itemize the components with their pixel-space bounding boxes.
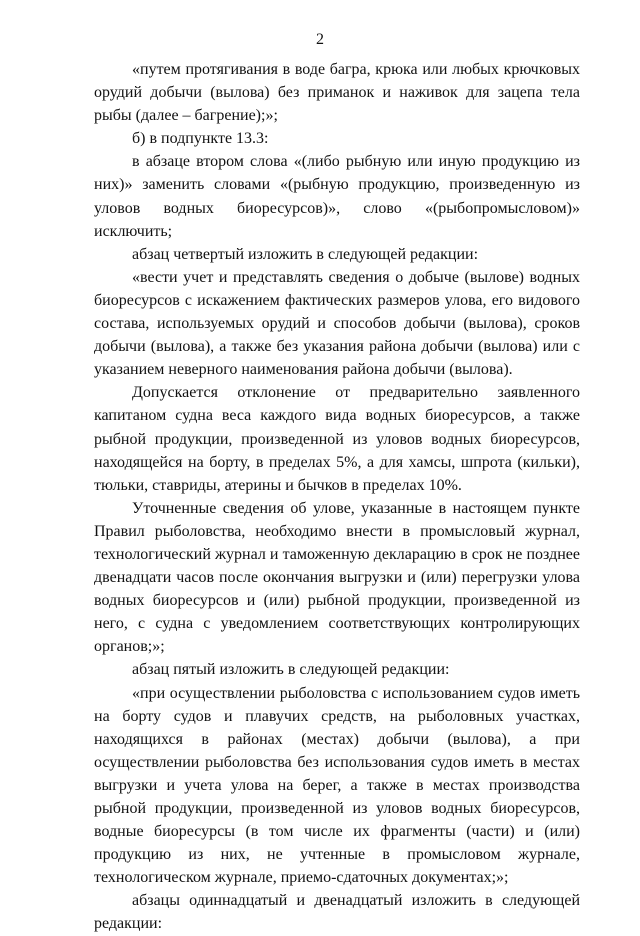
paragraph-corrected-data: Уточненные сведения об улове, указанные в настоящем пункте Правил рыболовства, необходимо внести в промысловый журнал, технологический журнал и таможенную декларацию в срок не позднее двенадцати часов после окончания выгрузки и (или) перегрузки улова водных биоресурсов и (или) рыбной продукции, произведенной из него, с судна с уведомлением соответствующих контролирующих органов;»; [94,499,580,656]
paragraph-fifth-abzac-intro: абзац пятый изложить в следующей редакции: [132,661,450,679]
paragraph-quote-bagrenie: «путем протягивания в воде багра, крюка или любых крючковых орудий добычи (вылова) без приманок и наживок для зацепа тела рыбы (далее – багрение);»; [94,61,580,125]
paragraph-eleventh-twelfth-intro: абзацы одиннадцатый и двенадцатый изложить в следующей редакции: [94,892,580,933]
paragraph-second-abzac: в абзаце втором слова «(либо рыбную или иную продукцию из них)» заменить словами «(рыбную продукцию, произведенную из уловов водных биоресурсов)», слово «(рыбопромысловом)» исключить; [94,153,580,240]
paragraph-accounting-rule: «вести учет и представлять сведения о добыче (вылове) водных биоресурсов с искажением фактических размеров улова, его видового состава, используемых орудий и способов добычи (вылова), сроков добычи (вылова), а также без указания района добычи (вылова) или с указанием неверного наименования района добычи (вылова). [94,268,580,379]
paragraph-subitem-13-3: б) в подпункте 13.3: [132,130,269,148]
paragraph-fourth-abzac-intro: абзац четвертый изложить в следующей редакции: [132,245,479,263]
paragraph-onboard-rule: «при осуществлении рыболовства с использованием судов иметь на борту судов и плавучих средств, на рыболовных участках, находящихся в районах (местах) добычи (вылова), а при осуществлении рыболовства без использования судов иметь в местах выгрузки и учета улова на берег, а также в местах производства рыбной продукции, произведенной из уловов водных биоресурсов, водные биоресурсы (в том числе их фрагменты (части) и (или) продукцию из них, не учтенные в промысловом журнале, технологическом журнале, приемо-сдаточных документах;»; [94,684,580,887]
document-body [94,58,580,936]
paragraph-tolerance: Допускается отклонение от предварительно заявленного капитаном судна веса каждого вида водных биоресурсов, а также рыбной продукции, произведенной из уловов водных биоресурсов, находящейся на борту, в пределах 5%, а для хамсы, шпрота (кильки), тюльки, ставриды, атерины и бычков в пределах 10%. [94,384,580,494]
page-number: 2 [316,31,324,48]
